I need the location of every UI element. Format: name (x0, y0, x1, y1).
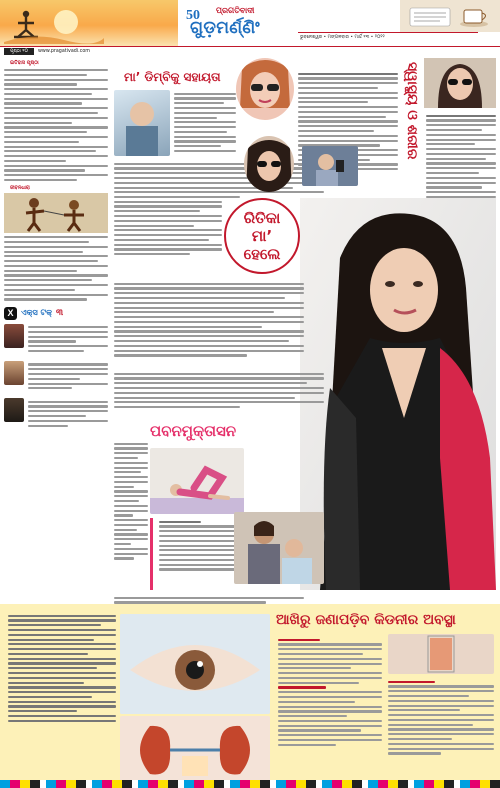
masthead-divider (298, 32, 478, 33)
anniversary-number: 50 (186, 8, 200, 23)
page-number: ପୃଷ୍ଠା ୧୦ (10, 49, 28, 54)
avatar (4, 361, 24, 385)
story-maa-headline: ମା’ ଡିମ୍ବିକୁ ସହାୟତା (124, 70, 221, 84)
ritika-photo (300, 198, 496, 590)
x-logo-icon: X (4, 307, 17, 320)
sunglasses-portrait-2 (244, 136, 294, 192)
woman-phone-photo (302, 146, 358, 186)
pavanmukta-photo (150, 448, 244, 514)
section-title: ଗୁଡ଼ମର୍ଣ୍ଣିଂ (190, 18, 260, 38)
kidney-col-1 (278, 636, 382, 749)
tweet-item (4, 398, 108, 429)
left-column-subheader: ଜୀବନଧାରା (10, 185, 30, 192)
ritika-headline-badge (224, 198, 300, 274)
eye-illustration (120, 614, 270, 714)
center-story-body (114, 280, 304, 359)
avatar (4, 398, 24, 422)
website-link[interactable]: www.pragativadi.com (38, 49, 90, 54)
page-number-badge (4, 48, 34, 55)
kidney-glass-photo (388, 634, 494, 674)
ritika-headline: ରିତିକା ମା’ ହେଲେ (243, 209, 281, 263)
kidney-col-2 (388, 678, 494, 757)
masthead-rule (0, 46, 500, 47)
left-column-header: ଇତିହାସ ପୃଷ୍ଠା (10, 60, 39, 66)
couple-photo (234, 512, 324, 584)
tweet-item (4, 324, 108, 355)
kidney-illustration (120, 716, 270, 784)
masthead (0, 0, 500, 54)
tweet-tag: ଏକ୍ସ ଟକ୍ (21, 308, 52, 317)
story-maa-text (174, 90, 236, 155)
sunglasses-portrait (236, 58, 294, 120)
center-story-block (114, 198, 222, 258)
pavanmukta-headline: ପବନମୁକ୍ତାସନ (150, 422, 237, 440)
kidney-band (0, 604, 500, 788)
left-column-history-list (4, 69, 108, 181)
warrior-illustration (4, 193, 108, 233)
tweet-item (4, 361, 108, 392)
print-registration-strip (0, 780, 500, 788)
right-portrait (424, 58, 496, 108)
center-story-body-wide (114, 370, 324, 411)
tweet-header (4, 307, 108, 320)
avatar (4, 324, 24, 348)
tweet-count: ୩ (56, 308, 64, 318)
brand-name: ପ୍ରଗତିବାଦୀ (216, 6, 255, 15)
cup-icon (400, 0, 500, 32)
left-column-story (4, 236, 108, 300)
masthead-date: ଭୁବନେଶ୍ୱର • ମଙ୍ଗଳବାର • ମାର୍ଚ୍ଚ ୧୩ • ୨୦୨୨ (300, 35, 385, 40)
side-title-text: ସ୍ୱାସ୍ଥ୍ୟ ଓ ଶରୀର (404, 62, 420, 160)
kidney-headline: ଆଖିରୁ ଜଣାପଡ଼ିବ କିଡନୀର ଅବସ୍ଥା (276, 612, 456, 628)
left-column (4, 58, 108, 654)
yoga-pose-icon (4, 2, 104, 44)
story-maa-photo (114, 90, 170, 156)
pavanmukta-steps (114, 440, 148, 562)
kidney-intro-text (8, 612, 116, 725)
